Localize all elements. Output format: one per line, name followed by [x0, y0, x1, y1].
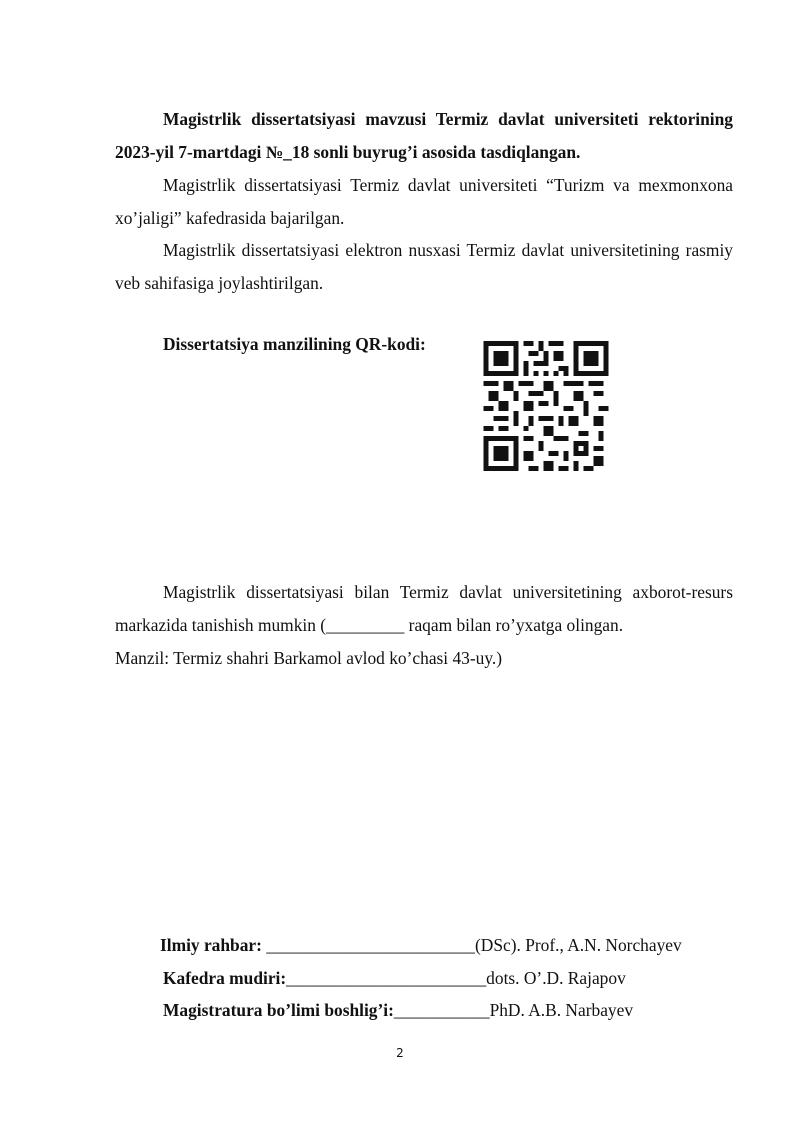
address-text: Manzil: Termiz shahri Barkamol avlod ko’chasi 43-uy.) [115, 648, 503, 668]
page-number: 2 [396, 1046, 404, 1060]
qr-code-icon [483, 341, 609, 471]
signature-blank: ________________________ [261, 935, 475, 955]
signature-name: dots. O’.D. Rajapov [486, 968, 626, 988]
signature-supervisor [160, 935, 682, 956]
signature-label: Magistratura bo’limi boshlig’i: [163, 1000, 394, 1020]
signature-blank: _______________________ [286, 968, 487, 988]
signature-name: (DSc). Prof., A.N. Norchayev [474, 935, 682, 955]
signature-department-head [163, 968, 626, 989]
signature-label: Kafedra mudiri: [163, 968, 287, 988]
qr-code-label: Dissertatsiya manzilining QR-kodi: [163, 334, 426, 354]
signature-masters-head [163, 1000, 633, 1021]
department-paragraph: Magistrlik dissertatsiyasi Termiz davlat universiteti “Turizm va mexmonxona xo’jaligi” kafedrasida bajarilgan. [115, 175, 733, 228]
signature-label: Ilmiy rahbar: [160, 935, 262, 955]
signature-name: PhD. A.B. Narbayev [489, 1000, 634, 1020]
library-paragraph [115, 576, 733, 675]
signature-blank: ___________ [393, 1000, 490, 1020]
electronic-copy-paragraph: Magistrlik dissertatsiyasi elektron nusxasi Termiz davlat universitetining rasmiy veb sahifasiga joylashtirilgan. [115, 240, 733, 293]
library-text: Magistrlik dissertatsiyasi bilan Termiz davlat universitetining axborot-resurs markazida tanishish mumkin (_________ raqam bilan ro’yxatga olingan. [115, 582, 733, 635]
approval-paragraph: Magistrlik dissertatsiyasi mavzusi Termiz davlat universiteti rektorining 2023-yil 7-martdagi №_18 sonli buyrug’i asosida tasdiqlangan. [115, 109, 733, 162]
